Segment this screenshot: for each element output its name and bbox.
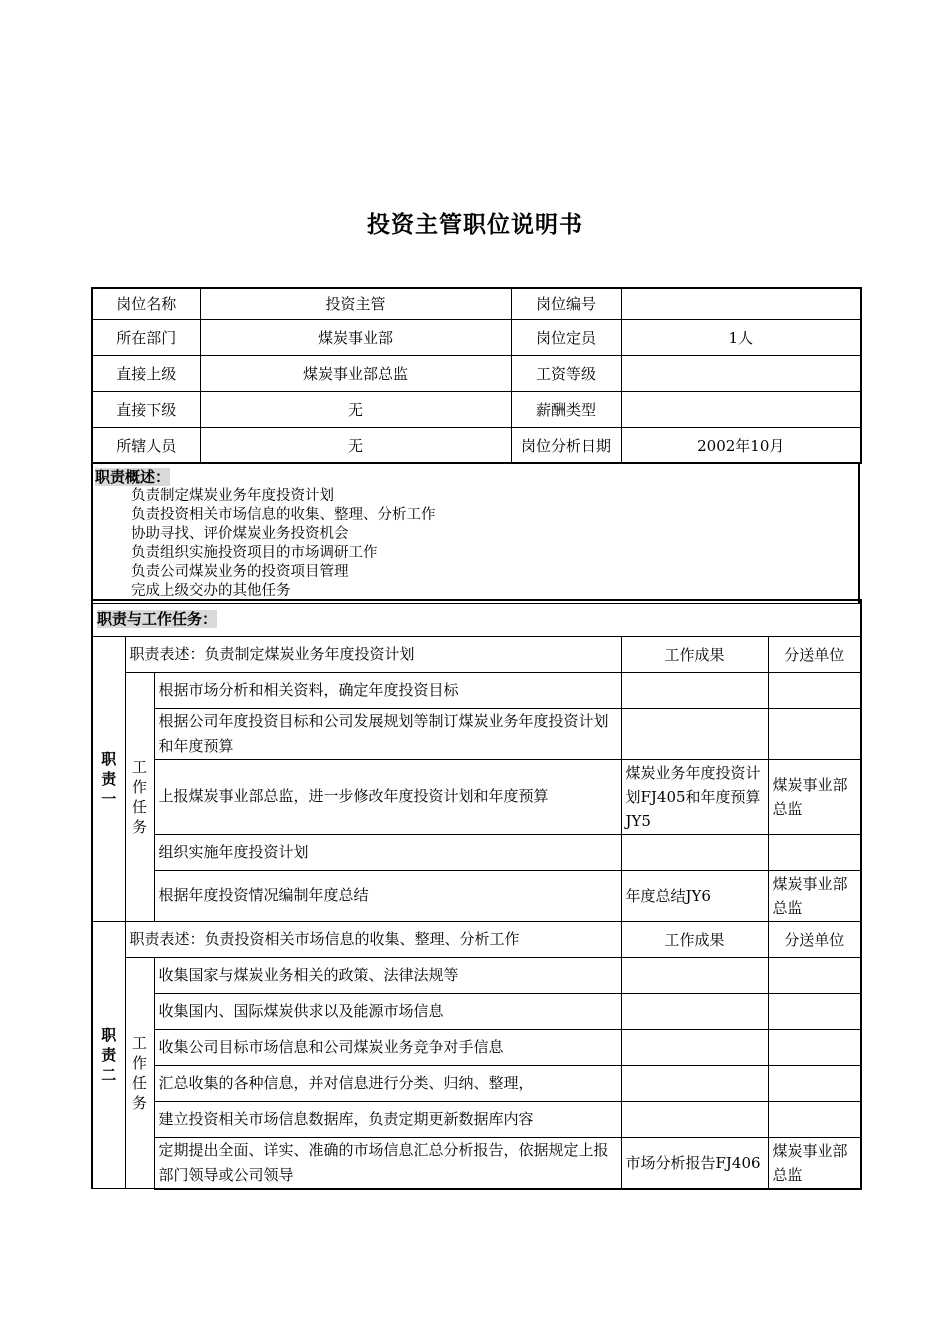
result-header: 工作成果 — [621, 921, 768, 957]
task-text: 汇总收集的各种信息，并对信息进行分类、归纳、整理， — [154, 1065, 621, 1101]
task-text: 组织实施年度投资计划 — [154, 834, 621, 870]
task-dest — [768, 1029, 861, 1065]
task-result — [621, 834, 768, 870]
page-title: 投资主管职位说明书 — [367, 212, 583, 238]
info-label: 薪酬类型 — [511, 391, 621, 427]
task-result: 年度总结JY6 — [621, 870, 768, 921]
duty-statement: 职责表述：负责制定煤炭业务年度投资计划 — [125, 636, 621, 672]
info-label: 岗位编号 — [511, 288, 621, 319]
task-text: 建立投资相关市场信息数据库，负责定期更新数据库内容 — [154, 1101, 621, 1137]
duty-group-name: 职 责 一 — [92, 636, 125, 921]
summary-item: 负责公司煤炭业务的投资项目管理 — [131, 564, 349, 580]
summary-item: 负责制定煤炭业务年度投资计划 — [131, 488, 334, 504]
info-value: 无 — [200, 391, 511, 427]
task-result — [621, 708, 768, 759]
info-label: 直接下级 — [92, 391, 200, 427]
task-dest: 煤炭事业部总监 — [768, 1137, 861, 1189]
info-value: 2002年10月 — [621, 427, 861, 463]
info-value — [621, 288, 861, 319]
duty-statement: 职责表述：负责投资相关市场信息的收集、整理、分析工作 — [125, 921, 621, 957]
task-dest: 煤炭事业部总监 — [768, 870, 861, 921]
info-label: 岗位名称 — [92, 288, 200, 319]
info-value: 煤炭事业部总监 — [200, 355, 511, 391]
info-label: 岗位分析日期 — [511, 427, 621, 463]
task-dest — [768, 1065, 861, 1101]
task-dest — [768, 1101, 861, 1137]
info-value — [621, 391, 861, 427]
duty-group-name: 职 责 二 — [92, 921, 125, 1189]
info-value: 无 — [200, 427, 511, 463]
info-label: 直接上级 — [92, 355, 200, 391]
task-text: 收集国内、国际煤炭供求以及能源市场信息 — [154, 993, 621, 1029]
info-value — [621, 355, 861, 391]
task-text: 根据市场分析和相关资料，确定年度投资目标 — [154, 672, 621, 708]
duties-table — [91, 599, 862, 1190]
summary-cell — [92, 463, 859, 604]
summary-list — [95, 487, 856, 601]
info-table — [91, 287, 862, 464]
task-text: 定期提出全面、详实、准确的市场信息汇总分析报告，依据规定上报部门领导或公司领导 — [154, 1137, 621, 1189]
task-text: 根据公司年度投资目标和公司发展规划等制订煤炭业务年度投资计划和年度预算 — [154, 708, 621, 759]
summary-item: 负责投资相关市场信息的收集、整理、分析工作 — [131, 507, 436, 523]
summary-item: 协助寻找、评价煤炭业务投资机会 — [131, 526, 349, 542]
task-dest — [768, 957, 861, 993]
task-result — [621, 1065, 768, 1101]
task-result — [621, 672, 768, 708]
task-result — [621, 957, 768, 993]
summary-item: 负责组织实施投资项目的市场调研工作 — [131, 545, 378, 561]
task-dest — [768, 672, 861, 708]
task-result: 煤炭业务年度投资计划FJ405和年度预算JY5 — [621, 759, 768, 834]
info-label: 工资等级 — [511, 355, 621, 391]
info-value: 煤炭事业部 — [200, 319, 511, 355]
info-label: 所辖人员 — [92, 427, 200, 463]
tasks-label: 工 作 任 务 — [125, 957, 154, 1189]
info-label: 岗位定员 — [511, 319, 621, 355]
task-dest — [768, 993, 861, 1029]
info-value: 1人 — [621, 319, 861, 355]
dest-header: 分送单位 — [768, 921, 861, 957]
task-dest — [768, 708, 861, 759]
task-text: 根据年度投资情况编制年度总结 — [154, 870, 621, 921]
summary-item: 完成上级交办的其他任务 — [131, 583, 291, 599]
task-text: 收集公司目标市场信息和公司煤炭业务竞争对手信息 — [154, 1029, 621, 1065]
task-result: 市场分析报告FJ406 — [621, 1137, 768, 1189]
dest-header: 分送单位 — [768, 636, 861, 672]
info-value: 投资主管 — [200, 288, 511, 319]
task-result — [621, 993, 768, 1029]
task-dest — [768, 834, 861, 870]
task-result — [621, 1101, 768, 1137]
duties-label: 职责与工作任务： — [92, 600, 861, 636]
summary-table — [91, 462, 860, 604]
task-text: 收集国家与煤炭业务相关的政策、法律法规等 — [154, 957, 621, 993]
result-header: 工作成果 — [621, 636, 768, 672]
task-result — [621, 1029, 768, 1065]
tasks-label: 工 作 任 务 — [125, 672, 154, 921]
summary-label: 职责概述： — [95, 468, 171, 486]
task-dest: 煤炭事业部总监 — [768, 759, 861, 834]
info-label: 所在部门 — [92, 319, 200, 355]
task-text: 上报煤炭事业部总监，进一步修改年度投资计划和年度预算 — [154, 759, 621, 834]
